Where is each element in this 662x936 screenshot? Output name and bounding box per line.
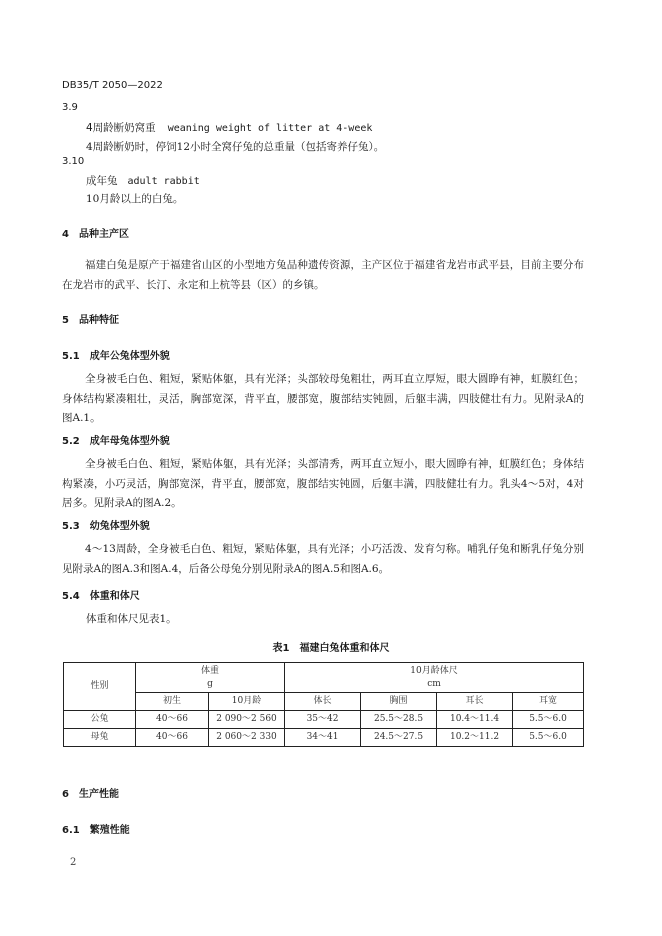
table-row (64, 729, 584, 747)
doc-code: DB35/T 2050—2022 (62, 80, 163, 91)
section-6-heading: 6 生产性能 (62, 789, 119, 800)
table-header-weight-unit: g (207, 678, 213, 689)
table-1 (63, 662, 584, 747)
table-cell: 25.5～28.5 (361, 711, 437, 729)
section-5-4-paragraph: 体重和体尺见表1。 (86, 613, 177, 625)
page-number: 2 (70, 857, 77, 868)
def-3-10-term-zh: 成年兔 (86, 175, 118, 187)
table-cell: 40～66 (136, 711, 209, 729)
def-3-9-desc: 4周龄断奶时，停饲12小时全窝仔兔的总重量（包括寄养仔兔）。 (86, 141, 385, 153)
table-header-weight-group (136, 663, 285, 693)
table-cell: 34～41 (285, 729, 361, 747)
table-cell: 2 090～2 560 (209, 711, 285, 729)
section-5-3-heading: 5.3 幼兔体型外貌 (62, 521, 150, 532)
table-cell: 35～42 (285, 711, 361, 729)
table-subheader: 体长 (285, 693, 361, 711)
table-1-caption: 表1 福建白兔体重和体尺 (272, 643, 390, 654)
table-header-size-label: 10月龄体尺 (410, 665, 458, 676)
table-header-row-2 (64, 693, 584, 711)
table-cell: 10.4～11.4 (437, 711, 513, 729)
def-3-9-term (86, 120, 372, 135)
table-cell: 40～66 (136, 729, 209, 747)
table-cell: 2 060～2 330 (209, 729, 285, 747)
section-5-2-heading: 5.2 成年母兔体型外貌 (62, 436, 170, 447)
table-cell: 5.5～6.0 (513, 729, 584, 747)
table-subheader: 胸围 (361, 693, 437, 711)
section-5-3-paragraph: 4～13周龄，全身被毛白色、粗短，紧贴体躯，具有光泽；小巧活泼、发育匀称。哺乳仔兔和断乳仔兔分别见附录A的图A.3和图A.4，后备公母兔分别见附录A的图A.5和图A.6。 (62, 543, 584, 575)
def-3-10-number: 3.10 (62, 156, 85, 167)
def-3-9-term-en: weaning weight of litter at 4-week (167, 123, 373, 134)
section-5-1-heading: 5.1 成年公兔体型外貌 (62, 351, 170, 362)
table-cell: 10.2～11.2 (437, 729, 513, 747)
table-header-weight-label: 体重 (201, 665, 220, 676)
section-5-heading: 5 品种特征 (62, 315, 119, 326)
table-cell: 24.5～27.5 (361, 729, 437, 747)
section-5-4-heading: 5.4 体重和体尺 (62, 591, 140, 602)
def-3-9-term-zh: 4周龄断奶窝重 (86, 122, 156, 134)
def-3-10-desc: 10月龄以上的白兔。 (86, 193, 184, 205)
section-6-1-heading: 6.1 繁殖性能 (62, 825, 130, 836)
section-5-1-paragraph: 全身被毛白色、粗短，紧贴体躯，具有光泽；头部较母兔粗壮，两耳直立厚短，眼大圆睁有神，虹膜红色；身体结构紧凑粗壮，灵活，胸部宽深，背平直，腰部宽，腹部结实钝圆，后躯丰满，四肢健壮有力。见附录A的图A.1。 (62, 373, 584, 424)
def-3-10-term-en: adult rabbit (127, 176, 200, 187)
table-subheader: 10月龄 (209, 693, 285, 711)
section-4-heading: 4 品种主产区 (62, 229, 129, 240)
def-3-9-number: 3.9 (62, 102, 78, 113)
table-header-size-group (285, 663, 584, 693)
table-subheader: 初生 (136, 693, 209, 711)
table-header-row-1 (64, 663, 584, 693)
table-header-size-unit: cm (427, 678, 441, 689)
table-cell-sex: 母兔 (64, 729, 136, 747)
section-5-2-paragraph: 全身被毛白色、粗短，紧贴体躯，具有光泽；头部清秀，两耳直立短小，眼大圆睁有神，虹膜红色；身体结构紧凑，小巧灵活，胸部宽深，背平直，腰部宽，腹部结实钝圆，后躯丰满，四肢健壮有力。乳头4～5对，4对居多。见附录A的图A.2。 (62, 458, 584, 509)
table-header-sex: 性别 (64, 663, 136, 711)
section-4-paragraph: 福建白兔是原产于福建省山区的小型地方兔品种遗传资源，主产区位于福建省龙岩市武平县，目前主要分布在龙岩市的武平、长汀、永定和上杭等县（区）的乡镇。 (62, 259, 584, 291)
table-row (64, 711, 584, 729)
table-cell-sex: 公兔 (64, 711, 136, 729)
def-3-10-term (86, 173, 200, 188)
table-subheader: 耳长 (437, 693, 513, 711)
table-subheader: 耳宽 (513, 693, 584, 711)
table-cell: 5.5～6.0 (513, 711, 584, 729)
